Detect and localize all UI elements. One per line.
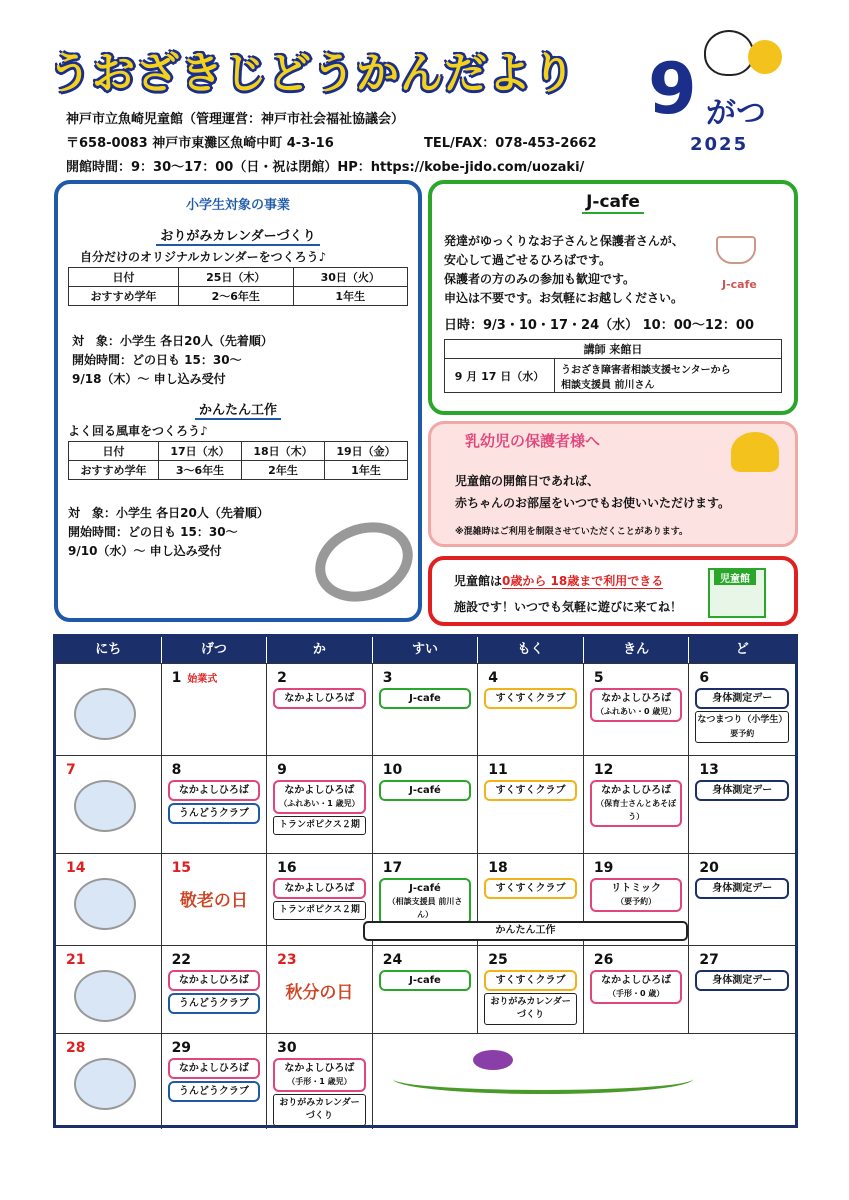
day-sun: にち: [56, 637, 162, 663]
calendar-event: なかよしひろば （手形・0 歳）: [590, 970, 683, 1004]
craft-table: 日付 17日（水） 18日（木） 19日（金） おすすめ学年 3～6年生 2年生 1年生: [68, 441, 408, 480]
calendar-event: なつまつり（小学生） 要予約: [695, 711, 789, 743]
day-number: 7: [66, 762, 76, 778]
day-number: 17: [382, 860, 403, 876]
jcafe-line-1: 発達がゆっくりなお子さんと保護者さんが、: [444, 234, 684, 248]
calendar-day: [478, 756, 584, 853]
origami-start: 開始時間：どの日も 15：30～: [72, 353, 242, 367]
calendar-event: すくすくクラブ: [484, 878, 577, 899]
lecturer-table: 講師 来館日 9 月 17 日（水） うおざき障害者相談支援センターから 相談支援員 前川さん: [444, 339, 782, 393]
month-suffix: がつ: [706, 96, 766, 131]
coffee-cup-icon: [716, 236, 756, 264]
month-number: 9: [648, 48, 697, 130]
calendar-day: [162, 664, 268, 755]
calendar-event: トランポピクス２期: [273, 901, 366, 920]
sweet-potato-vine-icon: [393, 1064, 693, 1094]
craft-lead: よく回る風車をつくろう♪: [68, 424, 208, 438]
day-number: 29: [171, 1040, 192, 1056]
calendar-header: [56, 637, 795, 663]
calendar-day: [689, 756, 795, 853]
calendar-day: [56, 854, 162, 945]
jidokan-sign: 児童館: [714, 570, 756, 585]
day-tue: か: [267, 637, 373, 663]
calendar-event: J-cafe: [379, 688, 472, 709]
calendar-event: なかよしひろば: [273, 878, 366, 899]
craft-target: 対 象：小学生 各日20人（先着順）: [68, 506, 269, 520]
moon-icon: [748, 40, 782, 74]
calendar-day: [478, 946, 584, 1033]
calendar-event: なかよしひろば: [168, 780, 261, 801]
origami-lead: 自分だけのオリジナルカレンダーをつくろう♪: [80, 250, 327, 264]
org-name: 神戸市立魚崎児童館（管理運営：神戸市社会福祉協議会）: [66, 112, 405, 127]
day-number: 24: [382, 952, 403, 968]
craft-title: かんたん工作: [58, 399, 418, 418]
day-number: 8: [171, 762, 182, 778]
calendar-empty-cell: [373, 1034, 795, 1129]
character-illustration-icon: [74, 878, 136, 930]
calendar-day: [584, 664, 690, 755]
calendar-day: [689, 854, 795, 945]
calendar-event: すくすくクラブ: [484, 970, 577, 991]
day-number: 22: [171, 952, 192, 968]
calendar-event: なかよしひろば: [273, 688, 366, 709]
day-number: 1: [171, 670, 182, 686]
jcafe-line-2: 安心して過ごせるひろばです。: [444, 253, 612, 267]
day-number: 13: [699, 762, 719, 778]
jcafe-line-3: 保護者の方のみの参加も歓迎です。: [444, 272, 636, 286]
calendar-event: トランポピクス２期: [273, 816, 366, 835]
day-number: 11: [488, 762, 508, 778]
calendar-day: [584, 756, 690, 853]
origami-title: おりがみカレンダーづくり: [58, 225, 418, 244]
calendar-event: なかよしひろば （手形・1 歳児）: [273, 1058, 366, 1092]
calendar-day: [584, 946, 690, 1033]
jidokan-line-2: 施設です！いつでも気軽に遊びに来てね！: [454, 600, 683, 614]
character-illustration-icon: [74, 780, 136, 832]
calendar-event: うんどうクラブ: [168, 993, 261, 1014]
day-number: 14: [66, 860, 86, 876]
calendar-day: [373, 756, 479, 853]
calendar-event: なかよしひろば （ふれあい・1 歳児）: [273, 780, 366, 814]
calendar-week: [56, 945, 795, 1033]
year: 2025: [690, 134, 749, 155]
calendar-event: なかよしひろば （保育士さんとあそぼう）: [590, 780, 683, 827]
day-number: 25: [488, 952, 508, 968]
day-note: 始業式: [187, 674, 218, 685]
calendar-day: [162, 854, 268, 945]
jcafe-title: J-cafe: [432, 192, 794, 212]
calendar-week: [56, 1033, 795, 1125]
calendar-event: 身体測定デー: [695, 780, 789, 801]
day-number: 20: [699, 860, 719, 876]
jidokan-box: [428, 556, 798, 626]
calendar-event: なかよしひろば （ふれあい・0 歳児）: [590, 688, 683, 722]
infant-note: ※混雑時はご利用を制限させていただくことがあります。: [455, 527, 689, 537]
day-sat: ど: [735, 642, 749, 657]
day-number: 2: [277, 670, 287, 686]
calendar-day: [267, 756, 373, 853]
calendar-event: J-café: [379, 780, 472, 801]
calendar-week: [56, 663, 795, 755]
opening-hours: 開館時間：9：30～17：00（日・祝は閉館）HP：https://kobe-jido.com/uozaki/: [66, 160, 585, 175]
calendar-event: すくすくクラブ: [484, 780, 577, 801]
rocking-horse-icon: [731, 432, 779, 472]
calendar-day: [373, 664, 479, 755]
elementary-title: 小学生対象の事業: [185, 198, 290, 213]
day-thu: もく: [478, 637, 584, 663]
day-number: 10: [382, 762, 403, 778]
calendar-event: なかよしひろば: [168, 1058, 261, 1079]
elementary-events-box: [54, 180, 422, 622]
calendar-event: なかよしひろば: [168, 970, 261, 991]
calendar-day: [162, 756, 268, 853]
infant-title: 乳幼児の保護者様へ: [465, 432, 601, 450]
calendar-event: すくすくクラブ: [484, 688, 577, 709]
newsletter-title: うおざきじどうかんだより: [48, 49, 576, 99]
calendar-week: [56, 755, 795, 853]
craft-start: 開始時間：どの日も 15：30～: [68, 525, 238, 539]
day-number: 26: [593, 952, 614, 968]
calendar-event: J-café （相談支援員 前川さん）: [379, 878, 472, 925]
day-number: 16: [277, 860, 297, 876]
origami-target: 対 象：小学生 各日20人（先着順）: [72, 334, 273, 348]
day-wed: すい: [373, 637, 479, 663]
calendar-event: おりがみカレンダーづくり: [273, 1094, 366, 1126]
calendar-day: [373, 946, 479, 1033]
calendar-day: [267, 946, 373, 1033]
infant-line-2: 赤ちゃんのお部屋をいつでもお使いいただけます。: [455, 496, 731, 510]
jcafe-schedule: 日時：9/3・10・17・24（水） 10：00～12：00: [444, 318, 755, 333]
jcafe-box: [428, 180, 798, 415]
calendar-day: [162, 1034, 268, 1129]
calendar-event: リトミック （要予約）: [590, 878, 683, 912]
day-number: 27: [699, 952, 719, 968]
day-number: 18: [488, 860, 508, 876]
character-illustration-icon: [74, 688, 136, 740]
day-number: 19: [593, 860, 614, 876]
calendar-day: [478, 664, 584, 755]
calendar-day: [689, 946, 795, 1033]
calendar-day: [267, 854, 373, 945]
holiday-art: 秋分の日: [285, 983, 354, 1003]
day-fri: きん: [584, 637, 690, 663]
calendar-day: [56, 1034, 162, 1129]
rabbit-icon: [704, 30, 754, 76]
day-number: 12: [593, 762, 614, 778]
calendar-event: J-cafe: [379, 970, 472, 991]
infant-guardians-box: [428, 421, 798, 547]
day-number: 5: [593, 670, 604, 686]
calendar-day: [267, 664, 373, 755]
day-number: 6: [699, 670, 710, 686]
character-illustration-icon: [74, 1058, 136, 1110]
span-event-kantan-kousaku: かんたん工作: [363, 921, 688, 941]
origami-table: 日付 25日（木） 30日（火） おすすめ学年 2～6年生 1年生: [68, 267, 408, 306]
sweet-potato-icon: [473, 1050, 513, 1070]
day-number: 21: [66, 952, 86, 968]
calendar-event: うんどうクラブ: [168, 1081, 261, 1102]
character-illustration-icon: [74, 970, 136, 1022]
day-number: 3: [382, 670, 393, 686]
craft-apply: 9/10（水）～ 申し込み受付: [68, 544, 222, 558]
day-number: 9: [277, 762, 287, 778]
day-number: 28: [66, 1040, 86, 1056]
calendar-event: 身体測定デー: [695, 970, 789, 991]
calendar: [53, 634, 798, 1128]
calendar-body: [56, 663, 795, 1125]
calendar-day: [56, 756, 162, 853]
origami-apply: 9/18（木）～ 申し込み受付: [72, 372, 226, 386]
calendar-event: うんどうクラブ: [168, 803, 261, 824]
jcafe-logo: J-cafe: [722, 278, 757, 291]
calendar-event: 身体測定デー: [695, 688, 789, 709]
day-number: 15: [171, 860, 192, 876]
tel-fax: TEL/FAX：078-453-2662: [424, 136, 597, 151]
calendar-day: [267, 1034, 373, 1129]
address: 〒658-0083 神戸市東灘区魚崎中町 4-3-16: [66, 136, 334, 151]
jidokan-line-1: 児童館は0歳から 18歳まで利用できる: [454, 574, 664, 588]
calendar-day: [689, 664, 795, 755]
calendar-day: [162, 946, 268, 1033]
day-mon: げつ: [162, 637, 268, 663]
calendar-event: おりがみカレンダーづくり: [484, 993, 577, 1025]
jcafe-line-4: 申込は不要です。お気軽にお越しください。: [444, 291, 684, 305]
day-number: 4: [488, 670, 499, 686]
calendar-day: [56, 664, 162, 755]
day-number: 23: [277, 952, 297, 968]
calendar-day: [56, 946, 162, 1033]
infant-line-1: 児童館の開館日であれば、: [455, 474, 600, 488]
calendar-event: 身体測定デー: [695, 878, 789, 899]
holiday-art: 敬老の日: [179, 891, 248, 911]
day-number: 30: [277, 1040, 297, 1056]
